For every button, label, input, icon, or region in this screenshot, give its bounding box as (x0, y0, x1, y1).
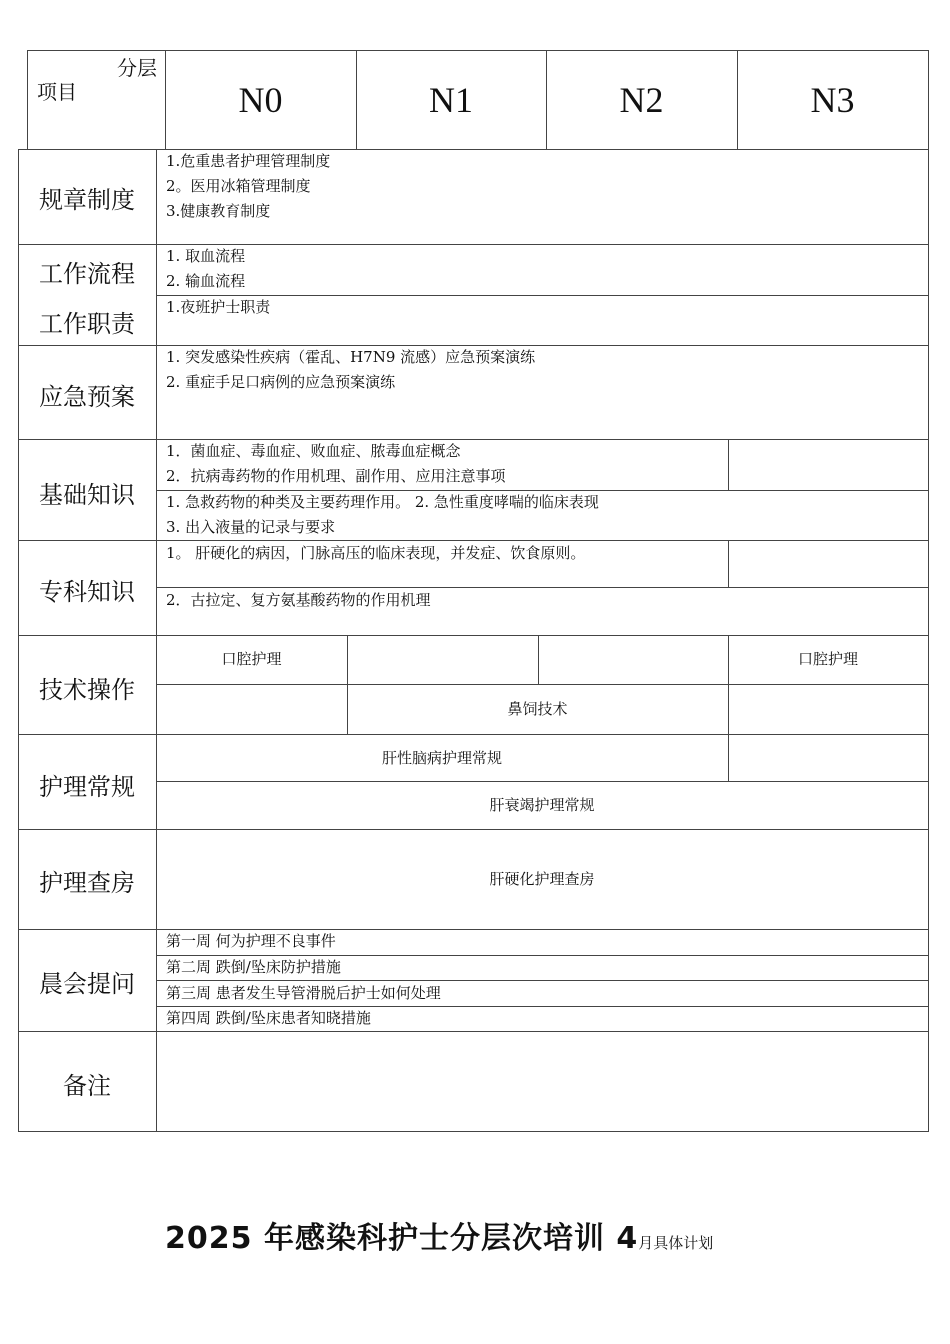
category-specialty: 专科知识 (39, 578, 135, 606)
basic-upper-content (166, 439, 506, 489)
basic-item: 1．菌血症、毒血症、败血症、脓毒血症概念 (166, 442, 461, 460)
workflow-content (166, 244, 245, 294)
header-level-n2: N2 (619, 80, 664, 120)
rounds-item: 肝硬化护理查房 (489, 870, 595, 888)
basic-item: 3. 出入液量的记录与要求 (166, 518, 336, 536)
category-basic: 基础知识 (39, 481, 135, 509)
duties-item: 1.夜班护士职责 (166, 298, 271, 316)
category-workflow: 工作流程 (39, 260, 135, 288)
routine-item: 肝性脑病护理常规 (381, 749, 502, 767)
category-duties: 工作职责 (39, 310, 135, 338)
corner-label-item: 项目 (37, 80, 77, 104)
basic-lower-content (166, 490, 599, 540)
morning-week-3: 第三周 患者发生导管滑脱后护士如何处理 (166, 984, 441, 1002)
rules-item: 1.危重患者护理管理制度 (166, 152, 331, 170)
skill-nasal-feeding: 鼻饲技术 (507, 700, 568, 718)
specialty-item: 1。 肝硬化的病因，门脉高压的临床表现，并发症、饮食原则。 (166, 544, 586, 562)
emergency-item: 1. 突发感染性疾病（霍乱、H7N9 流感）应急预案演练 (166, 348, 536, 366)
morning-week-2: 第二周 跌倒/坠床防护措施 (166, 958, 341, 976)
header-level-n3: N3 (810, 80, 855, 120)
skill-n3-oral-care: 口腔护理 (797, 650, 858, 668)
category-rules: 规章制度 (39, 186, 135, 214)
category-morning: 晨会提问 (39, 970, 135, 998)
emergency-content (166, 345, 535, 395)
morning-week-4: 第四周 跌倒/坠床患者知晓措施 (166, 1009, 371, 1027)
category-emergency: 应急预案 (39, 383, 135, 411)
skill-n0-oral-care: 口腔护理 (221, 650, 282, 668)
specialty-item: 2．古拉定、复方氨基酸药物的作用机理 (166, 591, 431, 609)
title-suffix: 月具体计划 (638, 1234, 714, 1252)
category-skills: 技术操作 (39, 676, 135, 704)
category-rounds: 护理查房 (39, 869, 135, 897)
duties-content (166, 295, 270, 320)
header-level-n1: N1 (429, 80, 473, 120)
routine-item: 肝衰竭护理常规 (489, 796, 595, 814)
rules-item: 3.健康教育制度 (166, 202, 271, 220)
workflow-item: 2. 输血流程 (166, 272, 246, 290)
title-main: 2025 年感染科护士分层次培训 4 (165, 1221, 639, 1256)
workflow-item: 1. 取血流程 (166, 247, 246, 265)
basic-item: 2．抗病毒药物的作用机理、副作用、应用注意事项 (166, 467, 506, 485)
morning-week-1: 第一周 何为护理不良事件 (166, 932, 336, 950)
category-notes: 备注 (63, 1072, 111, 1100)
basic-item: 1. 急救药物的种类及主要药理作用。 2. 急性重度哮喘的临床表现 (166, 493, 599, 511)
category-routine: 护理常规 (39, 773, 135, 801)
header-corner-cell (27, 50, 165, 150)
emergency-item: 2. 重症手足口病例的应急预案演练 (166, 373, 396, 391)
rules-content (166, 149, 330, 224)
document-title (165, 1213, 713, 1257)
header-level-n0: N0 (238, 80, 283, 120)
corner-label-level: 分层 (117, 56, 157, 80)
rules-item: 2。医用冰箱管理制度 (166, 177, 311, 195)
